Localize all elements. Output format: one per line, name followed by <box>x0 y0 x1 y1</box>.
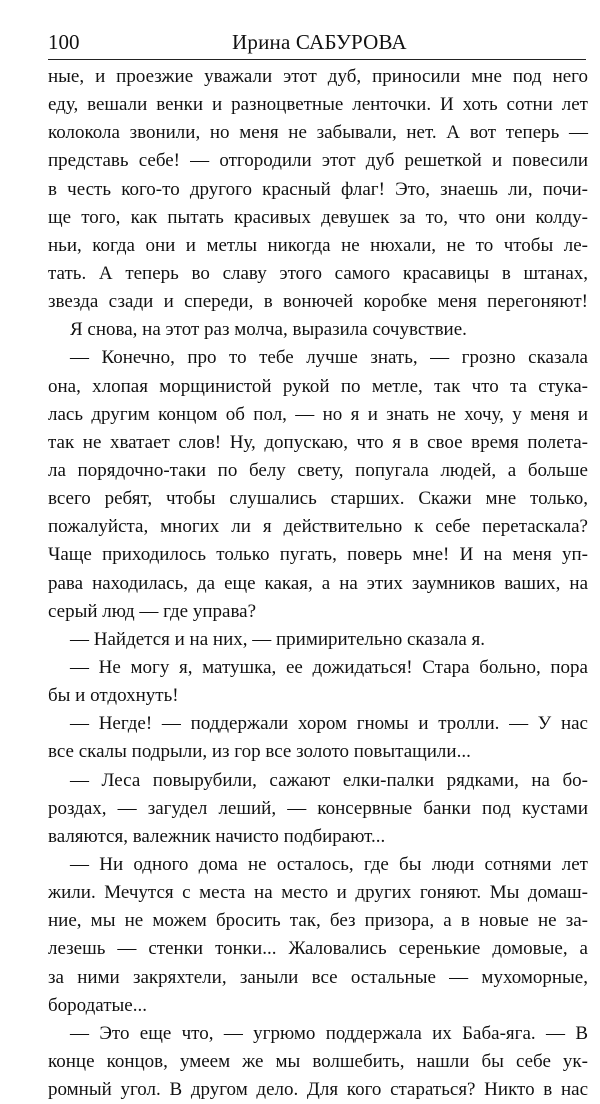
text-line: роздах, — загудел леший, — консервные банки под кустами <box>48 797 588 819</box>
text-line: ромный угол. В другом дело. Для кого стараться? Никто в нас <box>48 1079 588 1101</box>
text-line: в честь кого-то другого красный флаг! Это, знаешь ли, почи- <box>48 178 588 200</box>
page-number: 100 <box>48 30 80 54</box>
text-line: так не хватает слов! Ну, допускаю, что я в свое время полета- <box>48 431 588 453</box>
text-line: всего ребят, чтобы слушались старших. Скажи мне только, <box>48 488 588 510</box>
text-line: конце концов, умеем же мы волшебить, нашли бы себе ук- <box>48 1050 588 1072</box>
text-line: ньи, когда они и метлы никогда не нюхали, не то чтобы ле- <box>48 234 588 256</box>
text-line: — Конечно, про то тебе лучше знать, — грозно сказала <box>70 347 588 369</box>
text-line: представь себе! — отгородили этот дуб решеткой и повесили <box>48 150 588 172</box>
text-line: ще того, как пытать красивых девушек за то, что они колду- <box>48 206 588 228</box>
text-line: — Найдется и на них, — примирительно сказала я. <box>70 628 486 650</box>
text-line: пожалуйста, многих ли я действительно к себе перетаскала? <box>48 516 588 538</box>
text-line: — Негде! — поддержали хором гномы и тролли. — У нас <box>70 713 588 735</box>
text-line: ние, мы не можем бросить так, без призора, а в новые не за- <box>48 910 588 932</box>
text-line: еду, вешали венки и разноцветные ленточки. И хоть сотни лет <box>48 94 588 116</box>
text-line: — Это еще что, — угрюмо поддержала их Баба-яга. — В <box>70 1022 588 1044</box>
text-line: рава находилась, да еще какая, а на этих заумников ваших, на <box>48 572 588 594</box>
text-line: Я снова, на этот раз молча, выразила сочувствие. <box>70 319 467 341</box>
text-line: — Леса повырубили, сажают елки-палки рядками, на бо- <box>70 769 588 791</box>
body-text <box>48 63 588 1104</box>
text-line: ные, и проезжие уважали этот дуб, приносили мне под него <box>48 66 588 87</box>
text-line: Чаще приходилось только пугать, поверь мне! И на меня уп- <box>48 544 588 566</box>
running-head-author: Ирина САБУРОВА <box>232 30 407 54</box>
text-line: валяются, валежник начисто подбирают... <box>48 825 386 847</box>
text-line: — Ни одного дома не осталось, где бы люди сотнями лет <box>70 853 588 875</box>
header-rule <box>48 59 586 60</box>
text-line: — Не могу я, матушка, ее дожидаться! Стара больно, пора <box>70 656 588 678</box>
text-line: бы и отдохнуть! <box>48 685 179 707</box>
text-line: бородатые... <box>48 994 147 1016</box>
text-line: звезда сзади и спереди, в вонючей коробке меня перегоняют! <box>48 291 588 313</box>
text-line: лезешь — стенки тонки... Жаловались серенькие домовые, а <box>48 938 588 960</box>
text-line: лась другим концом об пол, — но я и знать не хочу, у меня и <box>48 403 588 425</box>
text-line: жили. Мечутся с места на место и других гоняют. Мы домаш- <box>48 882 588 904</box>
text-line: за ними закряхтели, заныли все остальные — мухоморные, <box>48 966 588 988</box>
page-header <box>48 28 588 56</box>
text-line: она, хлопая морщинистой рукой по метле, так что та стука- <box>48 375 588 397</box>
text-line: колокола звонили, но меня не забывали, нет. А вот теперь — <box>48 122 588 144</box>
text-line: серый люд — где управа? <box>48 600 257 622</box>
text-line: тать. А теперь во славу этого самого красавицы в штанах, <box>48 262 588 284</box>
text-line: ла порядочно-таки по белу свету, попугала людей, а больше <box>48 459 588 481</box>
text-line: все скалы подрыли, из гор все золото повытащили... <box>48 741 471 763</box>
